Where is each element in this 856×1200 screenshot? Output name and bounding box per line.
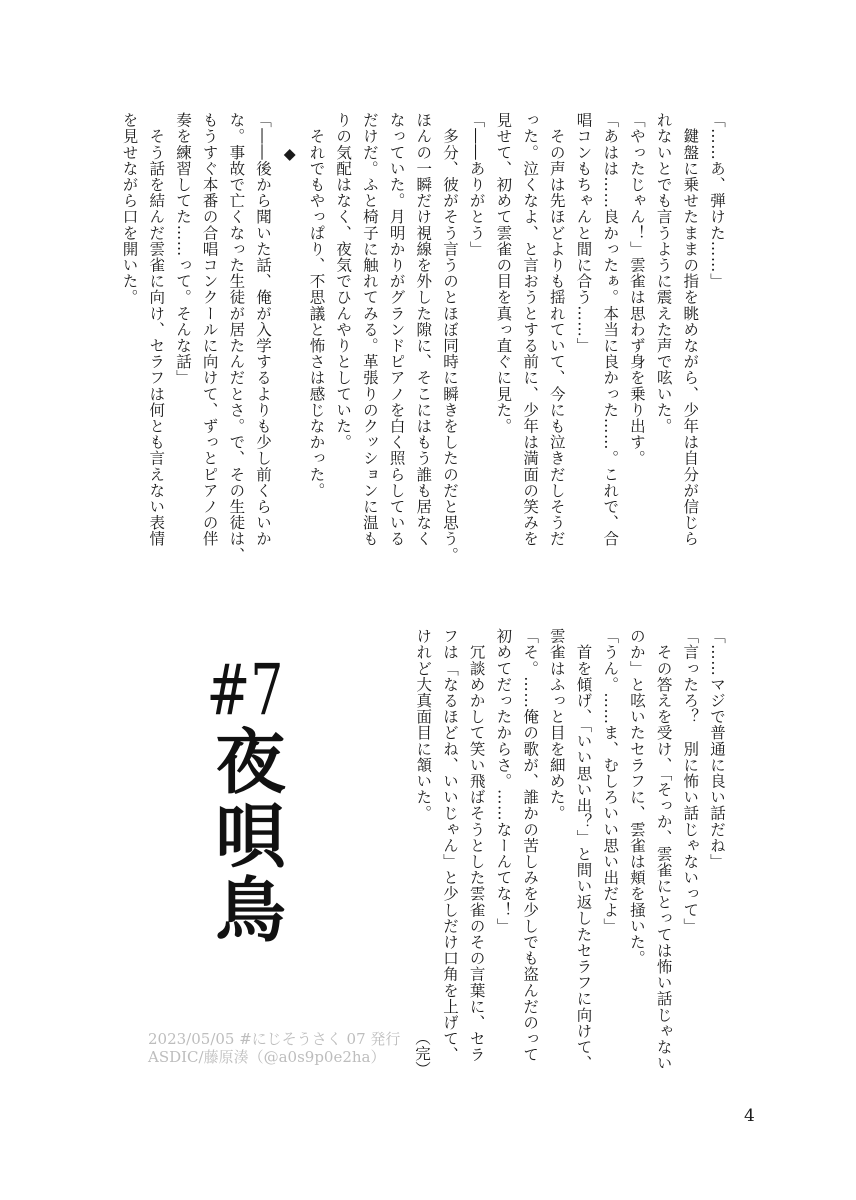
paragraph: 「……マジで普通に良い話だね」 [708,628,726,870]
paragraph: 「うん。……ま、むしろいい思い出だよ」 [601,628,620,934]
paragraph: 奏を練習してた……って。そんな話」 [173,112,192,386]
paragraph: 雲雀はふっと目を細めた。 [547,628,566,822]
paragraph: のか」と呟いたセラフに、雲雀は頬を掻いた。 [627,628,646,967]
paragraph: 鍵盤に乗せたままの指を眺めながら、少年は自分が信じら [681,112,700,547]
paragraph: れないとでも言うように震えた声で呟いた。 [654,112,673,434]
paragraph: 「……あ、弾けた……」 [708,112,726,290]
paragraph: 多分、彼がそう言うのとほぼ同時に瞬きをしたのだと思う。 [440,112,459,563]
paragraph: 唱コンもちゃんと間に合う……」 [574,112,593,354]
story-text-upper [120,112,730,582]
paragraph: そう話を結んだ雲雀に向け、セラフは何とも言えない表情 [147,112,166,547]
paragraph: ほんの一瞬だけ視線を外した隙に、そこにはもう誰も居なく [414,112,433,547]
paragraph: を見せながら口を開いた。 [120,112,139,306]
paragraph: 見せて、初めて雲雀の目を真っ直ぐに見た。 [494,112,513,434]
section-divider-diamond: ◆ [280,145,299,164]
paragraph: けれど大真面目に頷いた。 [414,628,433,822]
paragraph: 「やったじゃん！」雲雀は思わず身を乗り出す。 [627,112,646,467]
paragraph: な。事故で亡くなった生徒が居たんだとさ。で、その生徒は、 [227,112,246,563]
paragraph: った。泣くなよ、と言おうとする前に、少年は満面の笑みを [521,112,540,547]
end-mark: （完） [413,1030,431,1077]
story-text-lower [400,628,730,1072]
paragraph: 「あはは……良かったぁ。本当に良かった……。これで、合 [601,112,620,547]
credit-line-author: ASDIC/藤原湊（@a0s9p0e2ha） [148,1048,386,1066]
paragraph: フは「なるほどね、いいじゃん」と少しだけ口角を上げて、 [440,628,459,1063]
paragraph: 「――後から聞いた話、俺が入学するよりも少し前くらいか [254,112,273,547]
chapter-title [205,655,285,985]
paragraph: だけだ。ふと椅子に触れてみる。革張りのクッションに温も [360,112,379,547]
paragraph: 「そ。……俺の歌が、誰かの苦しみを少しでも盗んだのって [521,628,540,1063]
paragraph: 冗談めかして笑い飛ばそうとした雲雀のその言葉に、セラ [467,628,486,1063]
paragraph: 初めてだったからさ。……なーんてな！」 [494,628,513,934]
paragraph: それでもやっぱり、不思議と怖さは感じなかった。 [307,112,326,499]
paragraph: その声は先ほどよりも揺れていて、今にも泣きだしそうだ [547,112,566,547]
paragraph: りの気配はなく、夜気でひんやりとしていた。 [334,112,353,451]
page-number: 4 [744,1106,755,1126]
paragraph: もうすぐ本番の合唱コンクールに向けて、ずっとピアノの伴 [200,112,219,547]
paragraph: 首を傾げ、「いい思い出？」と問い返したセラフに向けて、 [574,628,593,1072]
credit-line-date: 2023/05/05 #にじそうさく 07 発行 [148,1030,401,1048]
paragraph: その答えを受け、「そっか、雲雀にとっては怖い話じゃない [654,628,673,1072]
paragraph: 「――ありがとう」 [467,112,486,257]
publication-credit [148,1030,401,1066]
chapter-number: #7 [206,655,284,725]
chapter-name: 夜唄鳥 [204,725,287,947]
paragraph: なっていた。月明かりがグランドピアノを白く照らしている [387,112,406,547]
paragraph: 「言ったろ？ 別に怖い話じゃないって」 [681,628,700,934]
